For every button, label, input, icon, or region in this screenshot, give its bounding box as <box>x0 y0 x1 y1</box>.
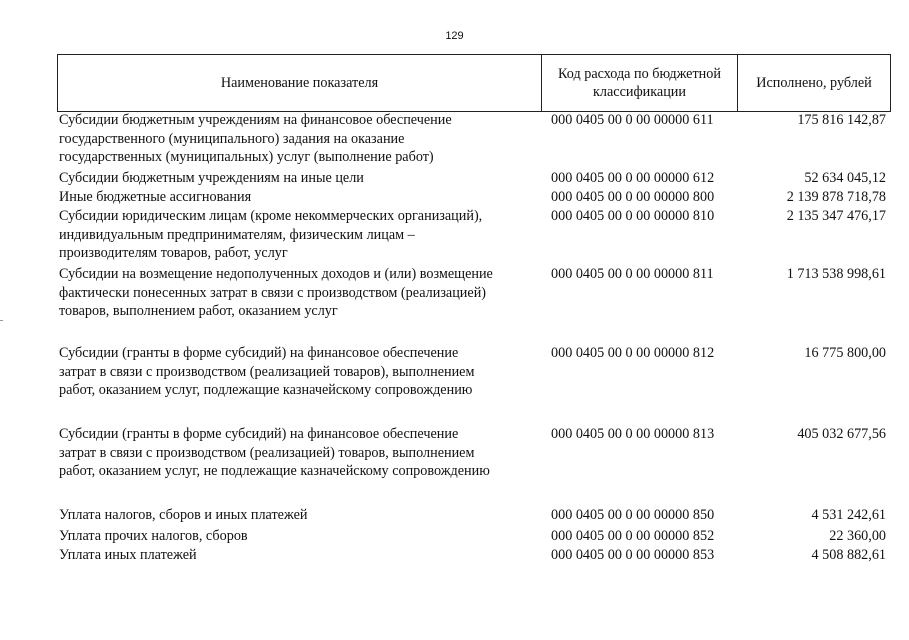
row-amount: 22 360,00 <box>829 528 886 544</box>
row-code: 000 0405 00 0 00 00000 850 <box>551 507 715 523</box>
row-amount: 52 634 045,12 <box>804 170 886 186</box>
row-name: Субсидии (гранты в форме субсидий) на финансовое обеспечение затрат в связи с производством (реализацией) товаров, выполнением работ, оказанием услуг, не подлежащие казначейскому сопровождению <box>59 426 490 479</box>
row-code: 000 0405 00 0 00 00000 800 <box>551 189 715 205</box>
row-amount: 405 032 677,56 <box>797 426 886 442</box>
row-amount: 4 508 882,61 <box>811 547 886 563</box>
row-code: 000 0405 00 0 00 00000 813 <box>551 426 715 442</box>
row-amount: 16 775 800,00 <box>804 345 886 361</box>
row-code: 000 0405 00 0 00 00000 812 <box>551 345 715 361</box>
row-name: Уплата иных платежей <box>59 547 197 563</box>
row-code: 000 0405 00 0 00 00000 852 <box>551 528 715 544</box>
row-code: 000 0405 00 0 00 00000 811 <box>551 266 714 282</box>
row-name: Иные бюджетные ассигнования <box>59 189 252 205</box>
header-code: Код расхода по бюджетной классификации <box>542 55 738 111</box>
row-name: Субсидии (гранты в форме субсидий) на финансовое обеспечение затрат в связи с производством (реализацией товаров), выполнением работ, оказанием услуг, подлежащие казначейскому сопровождению <box>59 345 475 398</box>
row-code: 000 0405 00 0 00 00000 810 <box>551 208 715 224</box>
header-amount: Исполнено, рублей <box>756 74 872 91</box>
row-name: Уплата прочих налогов, сборов <box>59 528 248 544</box>
row-name: Субсидии бюджетным учреждениям на финансовое обеспечение государственного (муниципального) задания на оказание государственных (муниципальных) услуг (выполнение работ) <box>59 112 452 165</box>
row-amount: 175 816 142,87 <box>797 112 886 128</box>
row-code: 000 0405 00 0 00 00000 853 <box>551 547 715 563</box>
row-code: 000 0405 00 0 00 00000 612 <box>551 170 715 186</box>
header-name: Наименование показателя <box>58 55 542 111</box>
row-name: Уплата налогов, сборов и иных платежей <box>59 507 308 523</box>
report-table <box>57 54 891 563</box>
scan-edge-mark <box>0 320 3 321</box>
row-name: Субсидии бюджетным учреждениям на иные цели <box>59 170 364 186</box>
row-amount: 1 713 538 998,61 <box>786 266 886 282</box>
row-name: Субсидии на возмещение недополученных доходов и (или) возмещение фактически понесенных затрат в связи с производством (реализацией) товаров, выполнением работ, оказанием услуг <box>59 266 493 319</box>
row-name: Субсидии юридическим лицам (кроме некоммерческих организаций), индивидуальным предпринимателям, физическим лицам – производителям товаров, работ, услуг <box>59 208 483 261</box>
row-code: 000 0405 00 0 00 00000 611 <box>551 112 714 128</box>
table-header <box>57 54 891 112</box>
row-amount: 4 531 242,61 <box>811 507 886 523</box>
row-amount: 2 135 347 476,17 <box>786 208 886 224</box>
row-amount: 2 139 878 718,78 <box>786 189 886 205</box>
page-number: 129 <box>445 30 464 42</box>
